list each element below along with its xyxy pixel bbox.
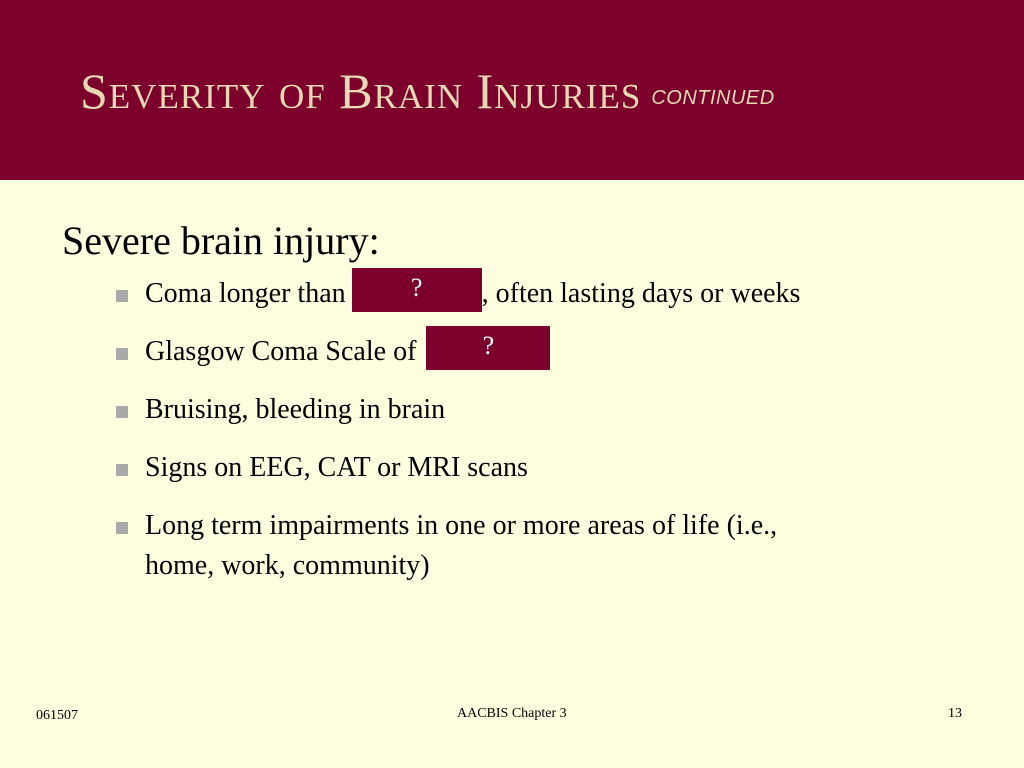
- title-text: Severity of Brain Injuries: [80, 63, 642, 119]
- bullet-text-line-1: Long term impairments in one or more areas of life (i.e.,: [145, 510, 778, 541]
- square-bullet-icon: [116, 290, 128, 302]
- bullet-text: Signs on EEG, CAT or MRI scans: [145, 452, 528, 483]
- square-bullet-icon: [116, 522, 128, 534]
- section-heading: Severe brain injury:: [62, 218, 380, 263]
- bullet-text: [145, 274, 945, 318]
- bullet-text-before: Coma longer than: [145, 278, 346, 309]
- bullet-text-before: Glasgow Coma Scale of: [145, 336, 417, 367]
- footer-title: AACBIS Chapter 3: [457, 706, 567, 721]
- square-bullet-icon: [116, 348, 128, 360]
- slide-title: [80, 63, 775, 119]
- bullet-text: [145, 506, 945, 586]
- bullet-text-after: , often lasting days or weeks: [481, 278, 801, 309]
- answer-blank-box[interactable]: ?: [352, 268, 482, 312]
- answer-blank-box[interactable]: ?: [426, 326, 550, 370]
- footer-date: 061507: [36, 708, 78, 723]
- square-bullet-icon: [116, 464, 128, 476]
- square-bullet-icon: [116, 406, 128, 418]
- bullet-text: Bruising, bleeding in brain: [145, 394, 446, 425]
- title-bar: [0, 0, 1024, 180]
- bullet-text-line-2: home, work, community): [145, 550, 430, 581]
- title-subtitle: CONTINUED: [651, 87, 775, 109]
- bullet-text: [145, 332, 945, 376]
- page-number: 13: [948, 706, 962, 721]
